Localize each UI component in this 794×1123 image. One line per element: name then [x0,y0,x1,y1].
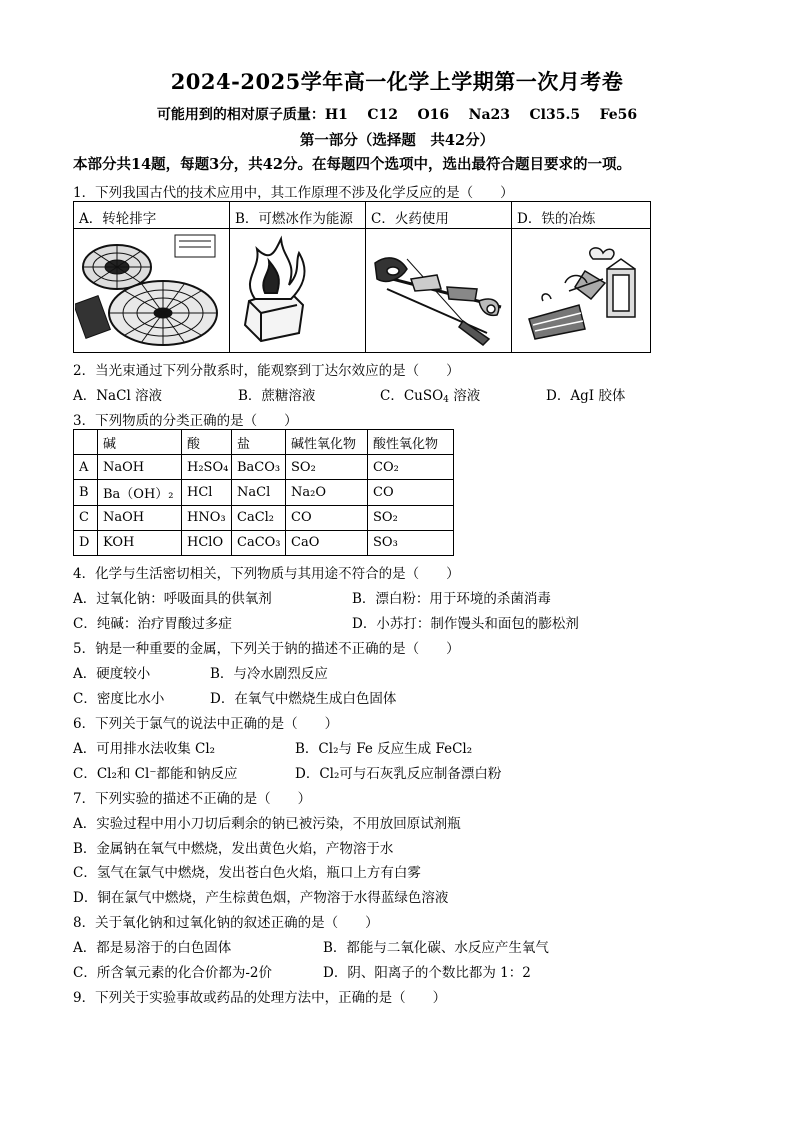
q9-stem: 9．下列关于实验事故或药品的处理方法中，正确的是（ ） [73,990,447,1006]
table-cell: NaOH [98,505,182,530]
table-cell: CO₂ [368,455,454,480]
iron-smelting-image [513,229,650,353]
q5-option-b: B．与冷水剧烈反应 [210,666,328,682]
q2-option-d: D．AgI 胶体 [546,388,626,404]
q7-stem: 7．下列实验的描述不正确的是（ ） [73,791,312,807]
q8-option-d: D．阴、阳离子的个数比都为 1：2 [323,965,531,981]
q5-stem: 5．钠是一种重要的金属，下列关于钠的描述不正确的是（ ） [73,641,460,657]
table-cell: SO₂ [368,505,454,530]
q2-option-c-text: C．CuSO [380,388,444,404]
q2-option-c-sub: 4 [443,395,449,405]
q2-stem: 2．当光束通过下列分散系时，能观察到丁达尔效应的是（ ） [73,363,460,379]
q2-option-a: A．NaCl 溶液 [73,388,163,404]
mass-na: Na23 [468,107,510,123]
q1-option-c: C．火药使用 [371,211,449,227]
table-cell: HCl [182,480,232,505]
table-cell: CO [368,480,454,505]
q4-option-d: D．小苏打：制作馒头和面包的膨松剂 [352,616,579,632]
table-row [74,455,454,480]
q1-divider [511,202,512,352]
table-cell: Ba（OH）₂ [98,480,182,505]
q8-option-b: B．都能与二氧化碳、水反应产生氧气 [323,940,549,956]
table-cell: 碱性氧化物 [286,430,368,455]
gunpowder-rocket-image [367,229,510,353]
q4-option-a: A．过氧化钠：呼吸面具的供氧剂 [73,591,272,607]
q4-stem: 4．化学与生活密切相关，下列物质与其用途不符合的是（ ） [73,566,460,582]
q5-option-c: C．密度比水小 [73,691,165,707]
atomic-masses-line [0,104,794,124]
table-cell: 酸性氧化物 [368,430,454,455]
table-cell: NaCl [232,480,286,505]
q2-option-c-tail: 溶液 [448,388,481,404]
table-cell: CO [286,505,368,530]
q7-option-a: A．实验过程中用小刀切后剩余的钠已被污染，不用放回原试剂瓶 [73,816,461,832]
table-cell: HClO [182,530,232,555]
q4-option-b: B．漂白粉：用于环境的杀菌消毒 [352,591,551,607]
table-cell: D [74,530,98,555]
table-cell: B [74,480,98,505]
q8-stem: 8．关于氧化钠和过氧化钠的叙述正确的是（ ） [73,915,379,931]
part-title: 第一部分（选择题 共42分） [299,132,495,149]
q7-option-c: C．氢气在氯气中燃烧，发出苍白色火焰，瓶口上方有白雾 [73,865,421,881]
q8-option-a: A．都是易溶于的白色固体 [73,940,232,956]
exam-title: 2024-2025学年高一化学上学期第一次月考卷 [170,69,624,94]
table-cell: BaCO₃ [232,455,286,480]
q1-option-b: B．可燃冰作为能源 [235,211,353,227]
table-cell: KOH [98,530,182,555]
q3-stem: 3．下列物质的分类正确的是（ ） [73,413,298,429]
table-cell: NaOH [98,455,182,480]
mass-h: H1 [324,107,348,123]
table-row [74,505,454,530]
mass-o: O16 [417,107,450,123]
table-cell: 碱 [98,430,182,455]
q2-option-b: B．蔗糖溶液 [238,388,316,404]
table-cell: SO₃ [368,530,454,555]
q6-option-c: C．Cl₂和 Cl⁻都能和钠反应 [73,766,238,782]
q6-option-d: D．Cl₂可与石灰乳反应制备漂白粉 [295,766,502,782]
q6-stem: 6．下列关于氯气的说法中正确的是（ ） [73,716,339,732]
table-cell: CaCO₃ [232,530,286,555]
table-cell: 酸 [182,430,232,455]
table-cell: 盐 [232,430,286,455]
q5-option-a: A．硬度较小 [73,666,151,682]
q4-option-c: C．纯碱：治疗胃酸过多症 [73,616,232,632]
q5-option-d: D．在氧气中燃烧生成白色固体 [210,691,397,707]
mass-cl: Cl35.5 [529,107,581,123]
q7-option-b: B．金属钠在氧气中燃烧，发出黄色火焰，产物溶于水 [73,841,394,857]
q1-divider [365,202,366,352]
q6-option-b: B．Cl₂与 Fe 反应生成 FeCl₂ [295,741,473,757]
q3-classification-table [73,429,454,556]
masses-label: 可能用到的相对原子质量： [156,107,325,123]
table-header-row [74,430,454,455]
mass-c: C12 [367,107,398,123]
movable-type-wheel-image [75,229,228,353]
q1-option-d: D．铁的冶炼 [517,211,596,227]
table-cell: CaO [286,530,368,555]
q6-option-a: A．可用排水法收集 Cl₂ [73,741,216,757]
q7-option-d: D．铜在氯气中燃烧，产生棕黄色烟，产物溶于水得蓝绿色溶液 [73,890,449,906]
table-cell: Na₂O [286,480,368,505]
q2-option-c [380,384,480,405]
table-cell: A [74,455,98,480]
q1-option-table [73,201,651,353]
q1-option-a: A．转轮排字 [79,211,157,227]
mass-fe: Fe56 [599,107,638,123]
q8-option-c: C．所含氧元素的化合价都为-2价 [73,965,272,981]
table-cell: SO₂ [286,455,368,480]
table-cell: H₂SO₄ [182,455,232,480]
table-row [74,530,454,555]
table-cell: HNO₃ [182,505,232,530]
q1-divider [229,202,230,352]
table-cell [74,430,98,455]
table-row [74,480,454,505]
flammable-ice-image [231,229,364,353]
q1-stem: 1．下列我国古代的技术应用中，其工作原理不涉及化学反应的是（ ） [73,185,514,201]
instructions: 本部分共14题，每题3分，共42分。在每题四个选项中，选出最符合题目要求的一项。 [73,156,631,173]
table-cell: C [74,505,98,530]
table-cell: CaCl₂ [232,505,286,530]
